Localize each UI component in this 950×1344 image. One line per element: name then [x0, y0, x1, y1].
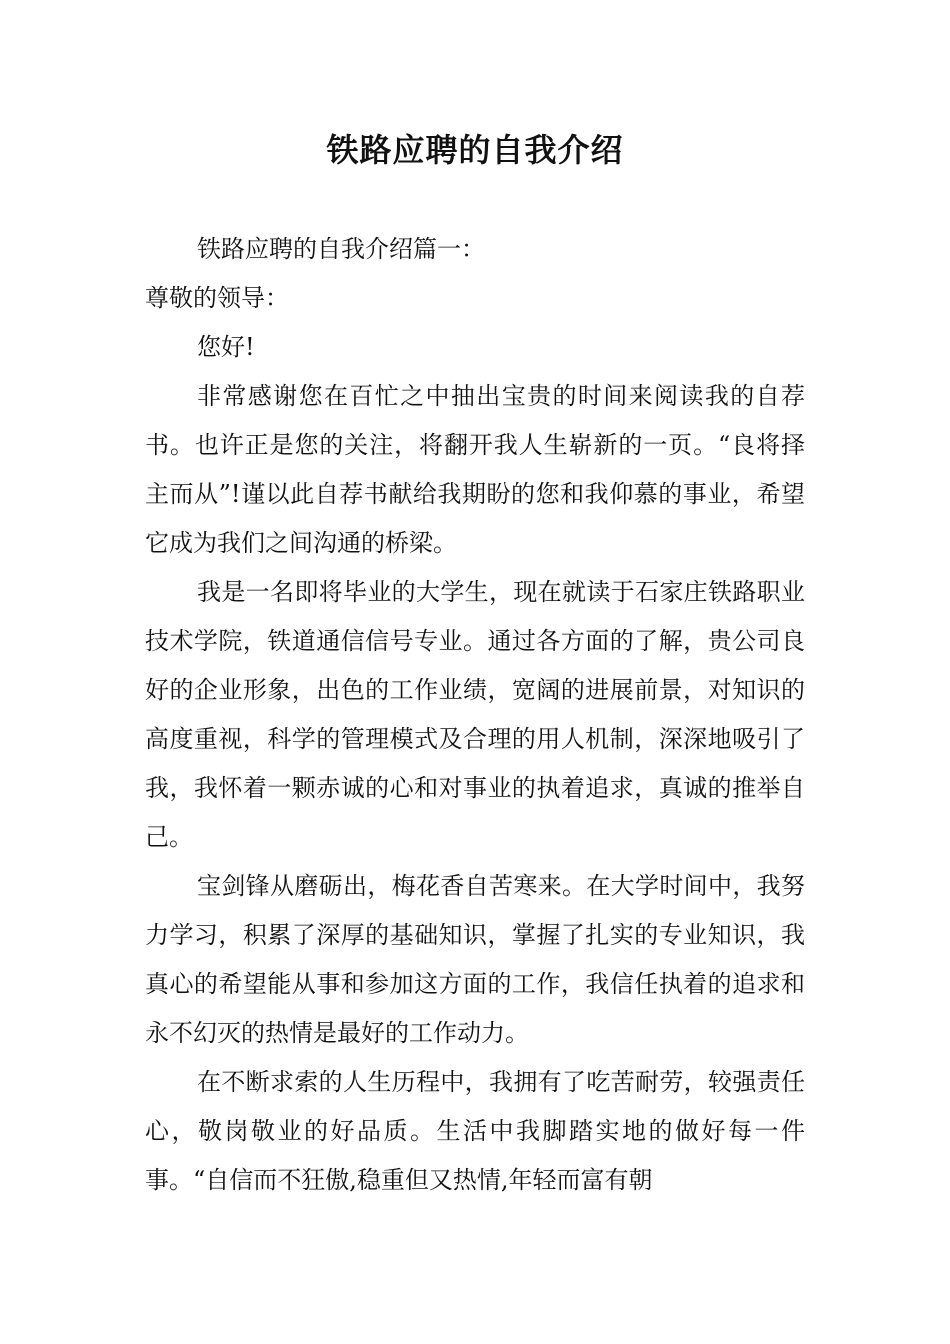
paragraph-salutation: 尊敬的领导：: [145, 284, 289, 312]
paragraph: 我是一名即将毕业的大学生，现在就读于石家庄铁路职业技术学院，铁道通信信号专业。通过各方面的了解，贵公司良好的企业形象，出色的工作业绩，宽阔的进展前景，对知识的高度重视，科学的管理模式及合理的用人机制，深深地吸引了我，我怀着一颗赤诚的心和对事业的执着追求，真诚的推举自己。: [145, 578, 805, 851]
document-title: 铁路应聘的自我介绍: [326, 131, 624, 169]
paragraph: 非常感谢您在百忙之中抽出宝贵的时间来阅读我的自荐书。也许正是您的关注，将翻开我人生崭新的一页。“良将择主而从”!谨以此自荐书献给我期盼的您和我仰慕的事业，希望它成为我们之间沟通的桥梁。: [145, 382, 805, 557]
paragraph-section-heading: 铁路应聘的自我介绍篇一：: [197, 235, 485, 263]
paragraph: 在不断求索的人生历程中，我拥有了吃苦耐劳，较强责任心，敬岗敬业的好品质。生活中我脚踏实地的做好每一件事。“自信而不狂傲,稳重但又热情,年轻而富有朝: [145, 1068, 805, 1194]
paragraph: 宝剑锋从磨砺出，梅花香自苦寒来。在大学时间中，我努力学习，积累了深厚的基础知识，掌握了扎实的专业知识，我真心的希望能从事和参加这方面的工作，我信任执着的追求和永不幻灭的热情是最好的工作动力。: [145, 872, 805, 1047]
document-body: [145, 225, 805, 1205]
paragraph-greeting: 您好!: [197, 333, 255, 361]
